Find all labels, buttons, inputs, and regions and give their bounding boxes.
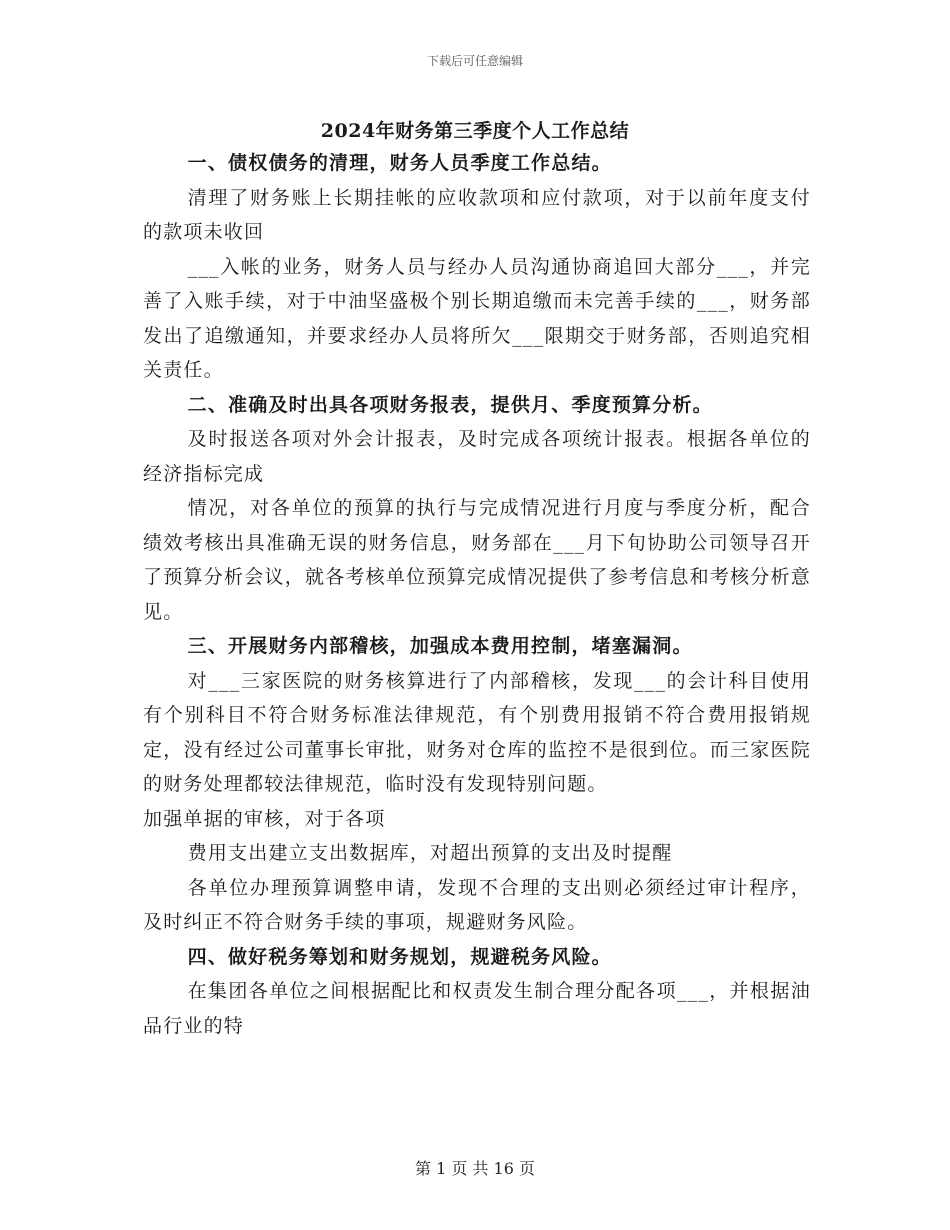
- paragraph: 费用支出建立支出数据库，对超出预算的支出及时提醒: [187, 842, 673, 864]
- section-heading-4: 四、做好税务筹划和财务规划，规避税务风险。: [187, 945, 612, 968]
- paragraph: ___入帐的业务，财务人员与经办人员沟通协商追回大部分___，并完善了入账手续，对于中油坚盛极个别长期追缴而未完善手续的___，财务部发出了追缴通知，并要求经办人员将所欠___限期交于财务部，否则追究相关责任。: [143, 255, 811, 381]
- section-heading-2: 二、准确及时出具各项财务报表，提供月、季度预算分析。: [187, 393, 713, 416]
- section-heading-3: 三、开展财务内部稽核，加强成本费用控制，堵塞漏洞。: [187, 635, 693, 657]
- document-body: [143, 146, 811, 1043]
- page-footer-number: 第 1 页 共 16 页: [415, 1159, 535, 1178]
- paragraph: 加强单据的审核，对于各项: [143, 807, 386, 830]
- document-title: 2024年财务第三季度个人工作总结: [320, 120, 630, 142]
- paragraph: 清理了财务账上长期挂帐的应收款项和应付款项，对于以前年度支付的款项未收回: [143, 186, 811, 243]
- paragraph: 情况，对各单位的预算的执行与完成情况进行月度与季度分析，配合绩效考核出具准确无误的财务信息，财务部在___月下旬协助公司领导召开了预算分析会议，就各考核单位预算完成情况提供了参考信息和考核分析意见。: [143, 497, 811, 623]
- paragraph: 在集团各单位之间根据配比和权责发生制合理分配各项___，并根据油品行业的特: [143, 980, 811, 1037]
- paragraph: 对___三家医院的财务核算进行了内部稽核，发现___的会计科目使用有个别科目不符合财务标准法律规范，有个别费用报销不符合费用报销规定，没有经过公司董事长审批，财务对仓库的监控不是很到位。而三家医院的财务处理都较法律规范，临时没有发现特别问题。: [143, 669, 811, 795]
- page-header-note: 下载后可任意编辑: [426, 54, 523, 68]
- section-heading-1: 一、债权债务的清理，财务人员季度工作总结。: [187, 152, 612, 174]
- paragraph: 及时报送各项对外会计报表，及时完成各项统计报表。根据各单位的经济指标完成: [143, 428, 811, 485]
- paragraph: 各单位办理预算调整申请，发现不合理的支出则必须经过审计程序，及时纠正不符合财务手续的事项，规避财务风险。: [143, 876, 811, 933]
